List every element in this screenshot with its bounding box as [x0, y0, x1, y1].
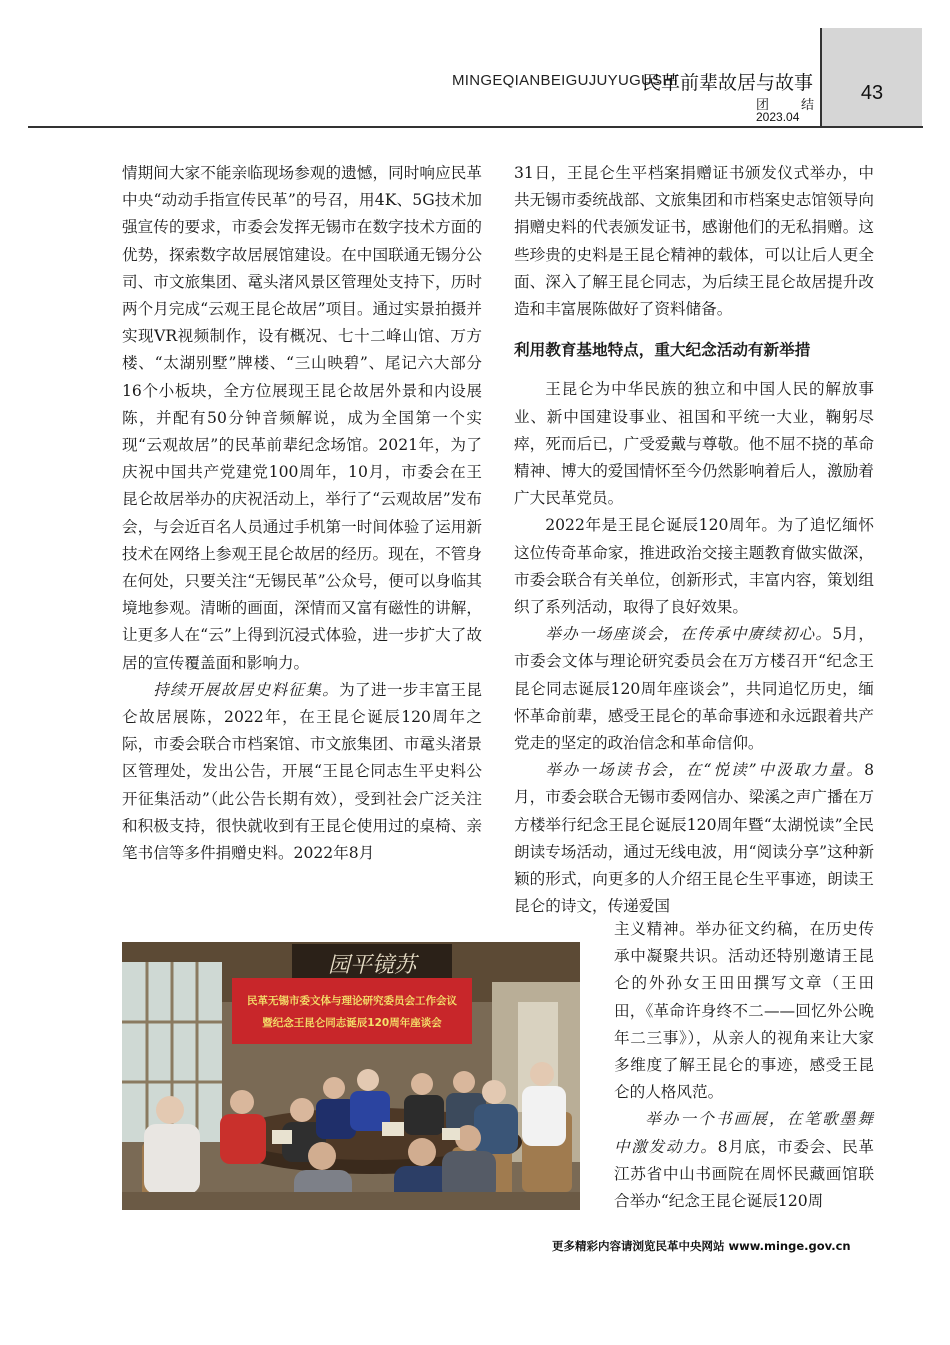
magazine-name: 团结: [756, 98, 847, 113]
footer-website-note: 更多精彩内容请浏览民革中央网站 www.minge.gov.cn: [552, 1239, 851, 1253]
paragraph: 2022年是王昆仑诞辰120周年。为了追忆缅怀这位传奇革命家，推进政治交接主题教育做实做深，市委会联合有关单位，创新形式，丰富内容，策划组织了系列活动，取得了良好效果。: [514, 516, 874, 617]
column-pinyin: MINGEQIANBEIGUJUYUGUSHI: [452, 72, 679, 89]
header-divider-horizontal: [28, 126, 923, 128]
paragraph-lead: 持续开展故居史料征集。: [153, 680, 340, 699]
meeting-banner: [232, 978, 472, 1044]
paragraph-lead: 举办一场读书会，在“悦读”中汲取力量。: [545, 761, 865, 780]
meeting-photo: [122, 942, 580, 1210]
narrow-column: [614, 916, 874, 1215]
paragraph: 31日，王昆仑生平档案捐赠证书颁发仪式举办，中共无锡市委统战部、文旅集团和市档案史志馆领导向捐赠史料的代表颁发证书，感谢他们的无私捐赠。这些珍贵的史料是王昆仑精神的载体，可以让后人更全面、深入了解王昆仑同志，为后续王昆仑故居提升改造和丰富展陈做好了资料储备。: [514, 164, 874, 319]
paragraph: 主义精神。举办征文约稿，在历史传承中凝聚共识。活动还特别邀请王昆仑的外孙女王田田撰写文章（王田田，《革命许身终不二——回忆外公晚年二三事》），从亲人的视角来让大家多维度了解王昆仑的事迹，感受王昆仑的人格风范。: [614, 920, 874, 1102]
paragraph-lead: 举办一场座谈会，在传承中赓续初心。: [545, 625, 833, 644]
paragraph-body: 为了进一步丰富王昆仑故居展陈，2022年，在王昆仑诞辰120周年之际，市委会联合市档案馆、市文旅集团、市鼋头渚景区管理处，发出公告，开展“王昆仑同志生平史料公开征集活动”（此公告长期有效），受到社会广泛关注和积极支持，很快就收到有王昆仑使用过的桌椅、亲笔书信等多件捐赠史料。2022年8月: [122, 680, 482, 863]
issue-number: 2023.04: [756, 110, 800, 124]
left-column: [122, 160, 482, 867]
paragraph: 王昆仑为中华民族的独立和中国人民的解放事业、新中国建设事业、祖国和平统一大业，鞠躬尽瘁，死而后已，广受爱戴与尊敬。他不屈不挠的革命精神、博大的爱国情怀至今仍然影响着后人，激励着广大民革党员。: [514, 380, 874, 508]
page-number: 43: [860, 82, 884, 104]
banner-line-2: 暨纪念王昆仑同志诞辰120周年座谈会: [262, 1017, 442, 1029]
paragraph-body: 5月，市委会文体与理论研究委员会在万方楼召开“纪念王昆仑同志诞辰120周年座谈会”，共同追忆历史，缅怀革命前辈，感受王昆仑的革命事迹和永远跟着共产党走的坚定的政治信念和革命信仰。: [514, 625, 875, 753]
paragraph-body: 8月，市委会联合无锡市委网信办、梁溪之声广播在万方楼举行纪念王昆仑诞辰120周年暨“太湖悦读”全民朗读专场活动，通过无线电波，用“阅读分享”这种新颖的形式，向更多的人介绍王昆仑生平事迹，朗读王昆仑的诗文，传递爱国: [514, 761, 874, 916]
right-column: [514, 160, 874, 920]
paragraph: [514, 621, 874, 757]
column-title: 民革前辈故居与故事: [642, 72, 814, 94]
paragraph: [614, 1106, 874, 1215]
paragraph: 情期间大家不能亲临现场参观的遗憾，同时响应民革中央“动动手指宣传民革”的号召，用4K、5G技术加强宣传的要求，市委会发挥无锡市在数字技术方面的优势，探索数字故居展馆建设。在中国联通无锡分公司、市文旅集团、鼋头渚风景区管理处支持下，历时两个月完成“云观王昆仑故居”项目。通过实景拍摄并实现VR视频制作，设有概况、七十二峰山馆、万方楼、“太湖别墅”牌楼、“三山映碧”、尾记六大部分16个小板块，全方位展现王昆仑故居外景和内设展陈，并配有50分钟音频解说，成为全国第一个实现“云观故居”的民革前辈纪念场馆。2021年，为了庆祝中国共产党建党100周年，10月，市委会在王昆仑故居举办的庆祝活动上，举行了“云观故居”发布会，与会近百名人员通过手机第一时间体验了运用新技术在网络上参观王昆仑故居的经历。现在，不管身在何处，只要关注“无锡民革”公众号，便可以身临其境地参观。清晰的画面，深情而又富有磁性的讲解，让更多人在“云”上得到沉浸式体验，进一步扩大了故居的宣传覆盖面和影响力。: [122, 164, 482, 672]
section-heading: 利用教育基地特点，重大纪念活动有新举措: [514, 341, 811, 360]
banner-line-1: 民革无锡市委文体与理论研究委员会工作会议: [247, 995, 457, 1007]
header-divider-vertical: [820, 28, 822, 128]
paragraph: [514, 757, 874, 920]
paragraph-lead: 举办一个书画展，在笔歌墨舞中激发动力。: [614, 1110, 874, 1156]
plaque-text: 园平镜苏: [327, 953, 417, 978]
paragraph-body: 8月底，市委会、民革江苏省中山书画院在周怀民藏画馆联合举办“纪念王昆仑诞辰120周: [614, 1137, 875, 1211]
paragraph: [122, 677, 482, 867]
meeting-photo-drawing: [122, 942, 580, 1210]
